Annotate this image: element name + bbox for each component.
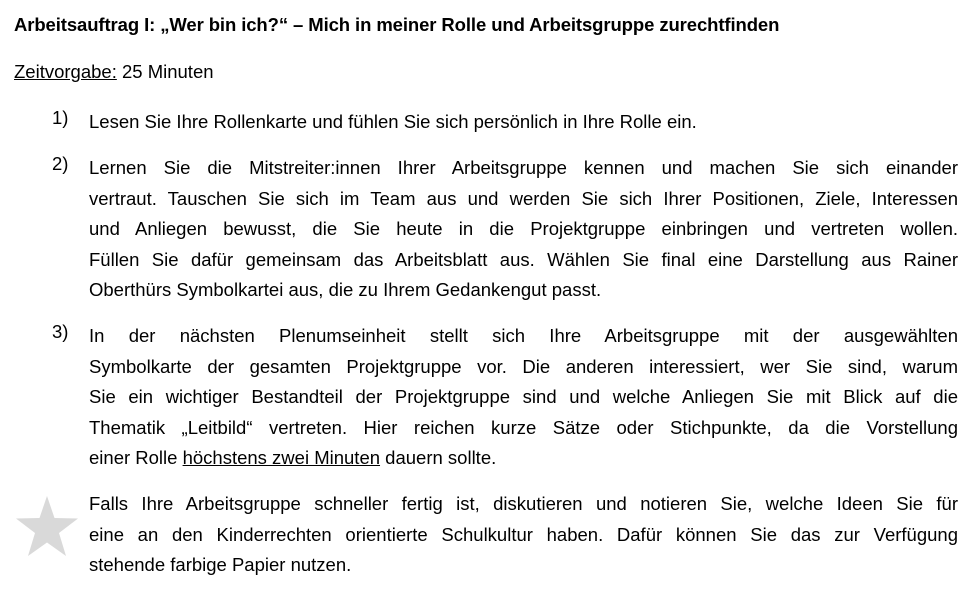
page-title: Arbeitsauftrag I: „Wer bin ich?“ – Mich in meiner Rolle und Arbeitsgruppe zurechtfinden [14,14,780,35]
task-line: und Anliegen bewusst, die Sie heute in die Projektgruppe einbringen und vertreten wollen. [89,218,958,239]
time-limit-emphasis: höchstens zwei Minuten [182,447,381,468]
bonus-task [52,489,958,581]
task-line: Thematik „Leitbild“ vertreten. Hier reichen kurze Sätze oder Stichpunkte, da die Vorstellung [89,416,958,438]
task-line: Sie ein wichtiger Bestandteil der Projektgruppe sind und welche Anliegen Sie mit Blick auf die [89,386,958,407]
task-number: 1) [52,107,69,128]
task-item-3 [52,321,958,474]
task-line-before: einer Rolle [89,447,183,468]
task-line: Lesen Sie Ihre Rollenkarte und fühlen Sie sich persönlich in Ihre Rolle ein. [89,111,697,132]
task-line-after: dauern sollte. [380,447,497,468]
task-line: Symbolkarte der gesamten Projektgruppe vor. Die anderen interessiert, wer Sie sind, warum [89,355,958,377]
task-line: Füllen Sie dafür gemeinsam das Arbeitsblatt aus. Wählen Sie final eine Darstellung aus Rainer [89,248,958,270]
task-line: Oberthürs Symbolkartei aus, die zu Ihrem Gedankengut passt. [89,279,602,300]
time-limit-label: Zeitvorgabe: [14,61,117,82]
time-limit-value: 25 Minuten [121,61,214,82]
time-limit [14,61,214,83]
task-line: In der nächsten Plenumseinheit stellt sich Ihre Arbeitsgruppe mit der ausgewählten [89,325,958,346]
task-item-2 [52,153,958,306]
task-line: Lernen Sie die Mitstreiter:innen Ihrer Arbeitsgruppe kennen und machen Sie sich einander [89,157,958,178]
task-line: vertraut. Tauschen Sie sich im Team aus und werden Sie sich Ihrer Positionen, Ziele, Interessen [89,187,958,209]
task-text [89,321,958,474]
task-text [89,107,958,138]
task-number: 2) [52,153,69,174]
task-line-last [89,443,958,474]
bonus-line: eine an den Kinderrechten orientierte Schulkultur haben. Dafür können Sie das zur Verfügung [89,523,958,545]
task-number: 3) [52,321,69,342]
task-text [89,153,958,306]
bonus-line: Falls Ihre Arbeitsgruppe schneller fertig ist, diskutieren und notieren Sie, welche Ideen Sie für [89,493,958,514]
task-item-1 [52,107,958,138]
bonus-line: stehende farbige Papier nutzen. [89,554,352,575]
bonus-text [89,489,958,581]
